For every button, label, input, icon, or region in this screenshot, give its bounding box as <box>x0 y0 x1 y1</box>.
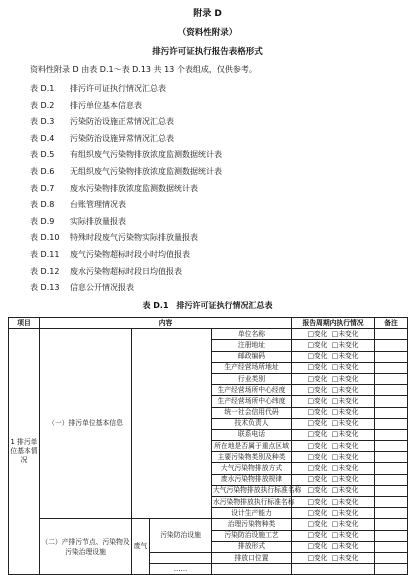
field-label: 大气污染物排放执行标准名称 <box>212 485 292 496</box>
summary-table <box>8 317 408 575</box>
table-title: 信息公开情况报表 <box>70 283 134 293</box>
table-title: 排污单位基本信息表 <box>70 100 142 110</box>
table-list-item <box>30 266 222 283</box>
unchanged-checkbox[interactable]: □未变化 <box>331 464 359 473</box>
table-title: 污染防治设施正常情况汇总表 <box>70 117 174 127</box>
field-label: 污染防治设施工艺 <box>212 530 292 541</box>
changed-checkbox[interactable]: □变化 <box>307 340 328 349</box>
remark-cell <box>375 497 408 508</box>
remark-cell <box>375 530 408 541</box>
changed-checkbox[interactable]: □变化 <box>307 441 328 450</box>
field-label: 单位名称 <box>212 329 292 340</box>
appendix-subtitle: （资料性附录） <box>177 28 238 38</box>
table-number: 表 D.2 <box>30 100 55 110</box>
table-title: 实际排放量报表 <box>70 216 126 226</box>
field-label: 所在地是否属于重点区域 <box>212 441 292 452</box>
header-status: 报告周期内执行情况 <box>292 318 375 329</box>
table-list-item <box>30 216 222 233</box>
remark-cell <box>375 362 408 373</box>
table-list-item <box>30 282 222 299</box>
changed-checkbox[interactable]: □变化 <box>307 352 328 361</box>
table-row <box>9 519 408 530</box>
table-number: 表 D.4 <box>30 133 55 143</box>
table-number: 表 D.3 <box>30 117 55 127</box>
table-title: 废水污染物超标时段日均值报表 <box>70 266 182 276</box>
appendix-title: 附录 D <box>193 9 222 19</box>
unchanged-checkbox[interactable]: □未变化 <box>331 363 359 372</box>
remark-cell <box>375 429 408 440</box>
remark-cell <box>375 396 408 407</box>
table-number: 表 D.7 <box>30 183 55 193</box>
remark-cell <box>375 452 408 463</box>
table-list-item <box>30 133 222 150</box>
unchanged-checkbox[interactable]: □未变化 <box>331 408 359 417</box>
status-options <box>292 340 375 351</box>
table-caption: 表 D.1 排污许可证执行情况汇总表 <box>142 301 273 310</box>
unchanged-checkbox[interactable]: □未变化 <box>331 374 359 383</box>
unchanged-checkbox[interactable]: □未变化 <box>331 519 359 528</box>
status-options <box>292 508 375 519</box>
remark-cell <box>375 407 408 418</box>
status-options <box>292 351 375 362</box>
table-number: 表 D.11 <box>30 249 60 259</box>
field-label: 统一社会信用代码 <box>212 407 292 418</box>
table-number: 表 D.6 <box>30 166 55 176</box>
changed-checkbox[interactable]: □变化 <box>307 519 328 528</box>
field-label: 主要污染物类别及种类 <box>212 452 292 463</box>
changed-checkbox[interactable]: □变化 <box>307 396 328 405</box>
unchanged-checkbox[interactable]: □未变化 <box>331 508 359 517</box>
unchanged-checkbox[interactable]: □未变化 <box>331 340 359 349</box>
table-number: 表 D.8 <box>30 200 55 210</box>
field-label: 大气污染物排放方式 <box>212 463 292 474</box>
unchanged-checkbox[interactable]: □未变化 <box>331 475 359 484</box>
unchanged-checkbox[interactable]: □未变化 <box>331 486 359 495</box>
field-label: 技术负责人 <box>212 418 292 429</box>
appendix-heading: 排污许可证执行报告表格形式 <box>152 47 263 57</box>
status-options <box>292 329 375 340</box>
field-label: 排放形式 <box>212 541 292 552</box>
remark-cell <box>375 541 408 552</box>
table-number: 表 D.13 <box>30 283 60 293</box>
status-options <box>292 530 375 541</box>
status-options <box>292 441 375 452</box>
remark-cell <box>375 385 408 396</box>
remark-cell <box>375 564 408 575</box>
status-options <box>292 407 375 418</box>
changed-checkbox[interactable]: □变化 <box>307 329 328 338</box>
changed-checkbox[interactable]: □变化 <box>307 452 328 461</box>
blank-cell <box>292 564 375 575</box>
field-label: 治理污染物种类 <box>212 519 292 530</box>
unchanged-checkbox[interactable]: □未变化 <box>331 531 359 540</box>
table-title: 特殊时段废气污染物实际排放量报表 <box>70 233 198 243</box>
status-options <box>292 474 375 485</box>
status-options <box>292 497 375 508</box>
status-options <box>292 362 375 373</box>
remark-cell <box>375 373 408 384</box>
unchanged-checkbox[interactable]: □未变化 <box>331 419 359 428</box>
changed-checkbox[interactable]: □变化 <box>307 464 328 473</box>
table-list-item <box>30 149 222 166</box>
table-list-item <box>30 116 222 133</box>
field-label: 设计生产能力 <box>212 508 292 519</box>
table-list-item <box>30 100 222 117</box>
remark-cell <box>375 351 408 362</box>
changed-checkbox[interactable]: □变化 <box>307 475 328 484</box>
blank-cell <box>150 552 212 563</box>
table-title: 有组织废气污染物排放浓度监测数据统计表 <box>70 150 222 160</box>
remark-cell <box>375 474 408 485</box>
table-title: 台账管理情况表 <box>70 200 126 210</box>
status-options <box>292 552 375 563</box>
field-label: 生产经营场所中心纬度 <box>212 396 292 407</box>
table-list-item <box>30 232 222 249</box>
changed-checkbox[interactable]: □变化 <box>307 363 328 372</box>
unchanged-checkbox[interactable]: □未变化 <box>331 396 359 405</box>
unchanged-checkbox[interactable]: □未变化 <box>331 497 359 506</box>
changed-checkbox[interactable]: □变化 <box>307 497 328 506</box>
changed-checkbox[interactable]: □变化 <box>307 430 328 439</box>
field-label: 生产经营场所地址 <box>212 362 292 373</box>
field-label: 废水污染物排放规律 <box>212 474 292 485</box>
remark-cell <box>375 552 408 563</box>
status-options <box>292 385 375 396</box>
changed-checkbox[interactable]: □变化 <box>307 374 328 383</box>
blank-cell <box>212 564 292 575</box>
table-list-item <box>30 199 222 216</box>
appendix-intro: 资料性附录 D 由表 D.1～表 D.13 共 13 个表组成，仅供参考。 <box>30 65 257 74</box>
field-label: 邮政编码 <box>212 351 292 362</box>
table-header-row <box>9 318 408 329</box>
subgroup-label-basic-info: （一）排污单位基本信息 <box>40 329 132 519</box>
field-label: 联系电话 <box>212 429 292 440</box>
table-list-item <box>30 249 222 266</box>
table-title: 污染防治设施异常情况汇总表 <box>70 133 174 143</box>
header-remark: 备注 <box>375 318 408 329</box>
category-label-gas: 废气 <box>132 519 150 575</box>
remark-cell <box>375 329 408 340</box>
group-label-basic-info: 1 排污单位基本情况 <box>9 329 40 575</box>
field-label: 生产经营场所中心经度 <box>212 385 292 396</box>
table-number: 表 D.1 <box>30 84 55 93</box>
table-title: 废水污染物排放浓度监测数据统计表 <box>70 183 198 193</box>
table-title: 无组织废气污染物排放浓度监测数据统计表 <box>70 166 222 176</box>
subgroup-label-pollution-nodes: （二）产排污节点、污染物及污染治理设施 <box>40 519 132 575</box>
remark-cell <box>375 340 408 351</box>
changed-checkbox[interactable]: □变化 <box>307 385 328 394</box>
unchanged-checkbox[interactable]: □未变化 <box>331 542 359 551</box>
table-title: 废气污染物超标时段小时均值报表 <box>70 249 190 259</box>
changed-checkbox[interactable]: □变化 <box>307 542 328 551</box>
ellipsis-cell: …… <box>150 564 212 575</box>
status-options <box>292 429 375 440</box>
remark-cell <box>375 519 408 530</box>
unchanged-checkbox[interactable]: □未变化 <box>331 430 359 439</box>
changed-checkbox[interactable]: □变化 <box>307 486 328 495</box>
table-row <box>9 329 408 340</box>
table-list-item <box>30 83 222 100</box>
table-title: 排污许可证执行情况汇总表 <box>70 84 166 93</box>
field-label: 注册地址 <box>212 340 292 351</box>
table-number: 表 D.5 <box>30 150 55 160</box>
unchanged-checkbox[interactable]: □未变化 <box>331 553 359 562</box>
field-label: 水污染物排放执行标准名称 <box>212 497 292 508</box>
unchanged-checkbox[interactable]: □未变化 <box>331 452 359 461</box>
status-options <box>292 519 375 530</box>
header-item: 项目 <box>9 318 40 329</box>
status-options <box>292 396 375 407</box>
changed-checkbox[interactable]: □变化 <box>307 508 328 517</box>
status-options <box>292 452 375 463</box>
status-options <box>292 418 375 429</box>
changed-checkbox[interactable]: □变化 <box>307 408 328 417</box>
unchanged-checkbox[interactable]: □未变化 <box>331 329 359 338</box>
remark-cell <box>375 485 408 496</box>
remark-cell <box>375 508 408 519</box>
facility-label: 污染防治设施 <box>150 519 212 553</box>
table-list-item <box>30 183 222 200</box>
table-list <box>30 83 222 299</box>
unchanged-checkbox[interactable]: □未变化 <box>331 352 359 361</box>
unchanged-checkbox[interactable]: □未变化 <box>331 385 359 394</box>
field-label: 排放口位置 <box>212 552 292 563</box>
table-list-item <box>30 166 222 183</box>
table-number: 表 D.9 <box>30 216 55 226</box>
status-options <box>292 463 375 474</box>
remark-cell <box>375 463 408 474</box>
blank-cell <box>132 329 212 519</box>
status-options <box>292 485 375 496</box>
remark-cell <box>375 441 408 452</box>
header-content: 内容 <box>40 318 292 329</box>
status-options <box>292 541 375 552</box>
changed-checkbox[interactable]: □变化 <box>307 419 328 428</box>
unchanged-checkbox[interactable]: □未变化 <box>331 441 359 450</box>
field-label: 行业类别 <box>212 373 292 384</box>
table-number: 表 D.12 <box>30 266 60 276</box>
changed-checkbox[interactable]: □变化 <box>307 531 328 540</box>
table-number: 表 D.10 <box>30 233 60 243</box>
changed-checkbox[interactable]: □变化 <box>307 553 328 562</box>
remark-cell <box>375 418 408 429</box>
status-options <box>292 373 375 384</box>
